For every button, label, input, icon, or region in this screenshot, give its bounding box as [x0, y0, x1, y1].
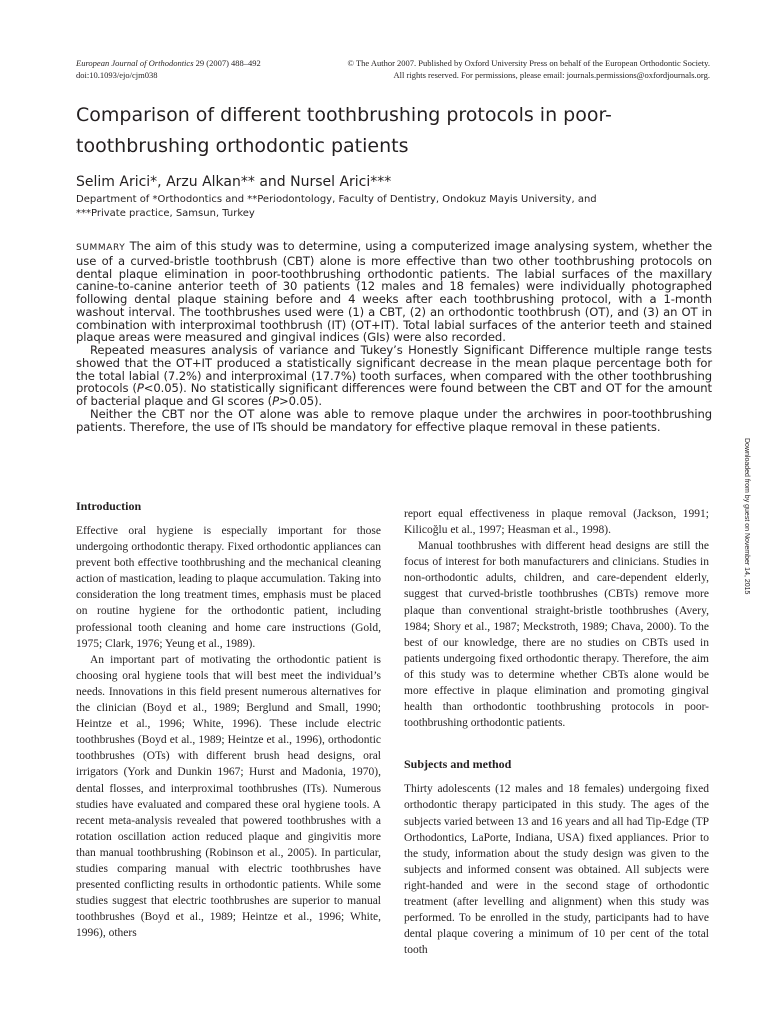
abstract-p2-b: <0.05). No statistically significant differences were found between the CBT and OT for the amount of bacterial plaque and GI scores ( [76, 381, 712, 408]
p-value-symbol: P [272, 394, 279, 408]
copyright-line-2: All rights reserved. For permissions, please email: journals.permissions@oxfordjournals.org. [393, 70, 710, 80]
download-watermark [738, 438, 752, 598]
right-column [404, 506, 709, 958]
introduction-heading: Introduction [76, 499, 142, 513]
abstract-p2-c: >0.05). [278, 394, 323, 408]
article-title: Comparison of different toothbrushing protocols in poor-toothbrushing orthodontic patients [76, 104, 612, 157]
affiliation-line-2: ***Private practice, Samsun, Turkey [76, 207, 255, 219]
summary-label: SUMMARY [76, 243, 126, 253]
subjects-method-heading: Subjects and method [404, 757, 512, 772]
left-column [76, 498, 381, 941]
abstract-p1-text: The aim of this study was to determine, using a computerized image analysing system, whether the use of a curved-bristle toothbrush (CBT) alone is more effective than two other toothbrushing protocols on dental plaque elimination in poor-toothbrushing orthodontic patients. The labial surfaces of the maxillary canine-to-canine anterior teeth of 30 patients (12 males and 18 females) were individually photographed following dental plaque staining before and 4 weeks after each toothbrushing protocol, with a 1-month washout interval. The toothbrushes used were (1) a CBT, (2) an orthodontic toothbrush (OT), and (3) an OT in combination with interproximal toothbrush (IT) (OT+IT). Total labial surfaces of the anterior teeth and stained plaque areas were measured and gingival indices (GIs) were also recorded. [76, 239, 712, 345]
affiliation-line-1: Department of *Orthodontics and **Periodontology, Faculty of Dentistry, Ondokuz Mayis University, and [76, 194, 597, 205]
abstract-paragraph-3: Neither the CBT nor the OT alone was able to remove plaque under the archwires in poor-toothbrushing patients. Therefore, the use of ITs should be mandatory for effective plaque removal in these patients. [76, 406, 712, 434]
journal-name: European Journal of Orthodontics [76, 58, 194, 68]
copyright-notice [348, 57, 710, 81]
abstract-paragraph-1 [76, 240, 712, 344]
intro-paragraph-2: An important part of motivating the orthodontic patient is choosing oral hygiene tools that will best meet the individual’s needs. Innovations in this field present numerous alternatives for the clinician (Boyd et al., 1989; Berglund and Small, 1990; Heintze et al., 1996; White, 1996). These include electric toothbrushes (Boyd et al., 1989; Heintze et al., 1996), orthodontic toothbrushes (OTs) with different brush head designs, oral irrigators (York and Dunkin 1967; Hurst and Madonia, 1970), dental flosses, and interproximal toothbrushes (ITs). Numerous studies have evaluated and compared these oral hygiene tools. A recent meta-analysis revealed that powered toothbrushes with a rotation oscillation action reduced plaque and gingivitis more than manual toothbrushing (Robinson et al., 2005). In particular, studies comparing manual with electric toothbrushes have presented conflicting results in orthodontic patients. While some studies suggest that electric toothbrushes are superior to manual toothbrushes (Boyd et al., 1989; Heintze et al., 1996; White, 1996), others [76, 653, 381, 940]
abstract-paragraph-2 [76, 344, 712, 408]
copyright-line-1: © The Author 2007. Published by Oxford University Press on behalf of the European Orthodontic Society. [347, 58, 710, 68]
abstract-p2-a: Repeated measures analysis of variance and Tukey’s Honestly Significant Difference multiple range tests showed that the OT+IT produced a statistically significant decrease in the mean plaque percentage both for the total labial (7.2%) and interproximal (17.7%) tooth surfaces, when compared with the other toothbrushing protocols ( [76, 343, 712, 396]
author-list: Selim Arici*, Arzu Alkan** and Nursel Arici*** [76, 174, 392, 190]
intro-paragraph-3: report equal effectiveness in plaque removal (Jackson, 1991; Kilicoğlu et al., 1997; Heasman et al., 1998). [404, 508, 709, 537]
abstract [76, 240, 712, 433]
p-value-symbol: P [136, 381, 144, 396]
intro-paragraph-1: Effective oral hygiene is especially important for those undergoing orthodontic therapy. Fixed orthodontic appliances can prevent both effective toothbrushing and the mechanical cleaning action of mastication, leading to plaque accumulation. Taking into consideration the long treatment times, emphasis must be placed on routine hygiene for the orthodontic patient, including professional tooth cleaning and home care instructions (Gold, 1975; Clark, 1976; Yeung et al., 1989). [76, 525, 381, 650]
download-watermark-text: Downloaded from by guest on November 14, 2015 [743, 438, 750, 595]
volume-pages: 29 (2007) 488–492 [195, 58, 261, 68]
affiliations [76, 193, 696, 220]
doi: doi:10.1093/ejo/cjm038 [76, 70, 158, 80]
methods-paragraph-1: Thirty adolescents (12 males and 18 females) undergoing fixed orthodontic therapy participated in this study. The ages of the subjects varied between 13 and 16 years and all had Tip-Edge (TP Orthodontics, LaPorte, Indiana, USA) fixed appliances. Prior to the study, information about the study design was given to the subjects and informed consent was obtained. All subjects were right-handed and were in the second stage of orthodontic treatment (after levelling and alignment) when this study was performed. To be enrolled in the study, participants had to have dental plaque covering a minimum of 10 per cent of the total tooth [404, 783, 709, 957]
intro-paragraph-4: Manual toothbrushes with different head designs are still the focus of interest for both manufacturers and clinicians. Studies in non-orthodontic adults, children, and care-dependent elderly, suggest that curved-bristle toothbrushes (CBTs) remove more plaque than conventional straight-bristle toothbrushes (Avery, 1984; Shory et al., 1987; Meckstroth, 1989; Chava, 2000). To the best of our knowledge, there are no studies on CBTs used in patients undergoing fixed orthodontic therapy. Therefore, the aim of this study was to determine whether CBTs alone would be more effective in plaque elimination and promoting gingival health than orthodontic toothbrushing protocols in poor-toothbrushing orthodontic patients. [404, 540, 709, 730]
journal-header [76, 57, 261, 81]
